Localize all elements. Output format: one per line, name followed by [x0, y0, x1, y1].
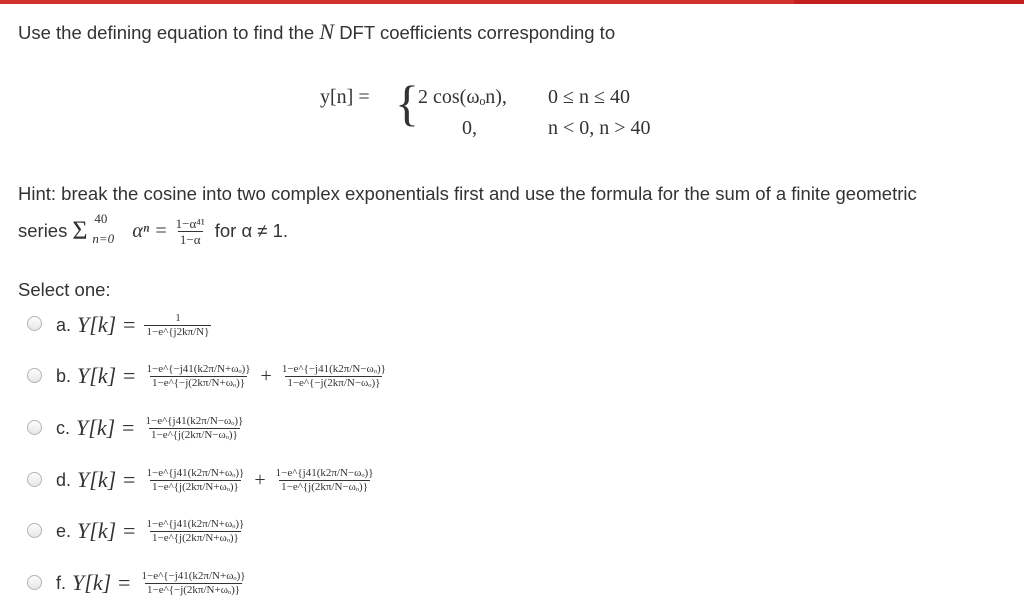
option-c-lhs: Y[k] = [76, 415, 136, 440]
option-e-radio[interactable] [27, 523, 42, 538]
option-d-lhs: Y[k] = [77, 467, 137, 492]
option-f-fraction [139, 571, 247, 596]
option-c-num: 1−e^{j41(k2π/N−ωₒ)} [145, 414, 244, 427]
hint-frac-num: 1−α⁴¹ [175, 215, 205, 231]
option-e-lhs: Y[k] = [77, 518, 137, 543]
option-b-fraction-2 [280, 364, 388, 389]
sum-symbol-group [72, 211, 130, 248]
option-f-radio[interactable] [27, 575, 42, 590]
sum-upper: 40 [94, 211, 108, 226]
option-d-den-1: 1−e^{j(2kπ/N+ωₒ)} [151, 480, 239, 493]
option-b-letter: b. [56, 365, 72, 386]
hint-line2 [18, 211, 289, 248]
option-c-fraction [143, 416, 245, 441]
equation-case1-expr: 2 cos(ωₒn), [418, 86, 507, 108]
sum-term: αⁿ = [132, 219, 168, 242]
option-b-radio[interactable] [27, 368, 42, 383]
option-b-lhs: Y[k] = [77, 363, 137, 388]
option-e-num: 1−e^{j41(k2π/N+ωₒ)} [146, 517, 245, 530]
option-d-num-1: 1−e^{j41(k2π/N+ωₒ)} [146, 466, 245, 479]
option-b-num-2: 1−e^{−j41(k2π/N−ωₒ)} [281, 362, 386, 375]
option-a-lhs: Y[k] = [77, 312, 137, 337]
option-b-den-2: 1−e^{−j(2kπ/N−ωₒ)} [287, 376, 381, 389]
sum-sigma: Σ [72, 216, 88, 245]
option-a-num: 1 [175, 311, 181, 324]
question-text [18, 19, 615, 45]
option-a-radio[interactable] [27, 316, 42, 331]
select-one-label: Select one: [18, 279, 111, 300]
option-c-radio[interactable] [27, 420, 42, 435]
option-c-den: 1−e^{j(2kπ/N−ωₒ)} [150, 428, 238, 441]
option-c-letter: c. [56, 417, 71, 438]
option-f[interactable] [56, 563, 248, 603]
option-c[interactable] [56, 408, 245, 448]
option-d-fraction-1 [144, 468, 246, 493]
option-e-fraction [144, 519, 246, 544]
hint-frac-den: 1−α [179, 231, 201, 247]
option-d-plus: + [254, 468, 266, 491]
option-b-num-1: 1−e^{−j41(k2π/N+ωₒ)} [146, 362, 251, 375]
equation-case2-cond: n < 0, n > 40 [548, 117, 651, 139]
option-b-fraction-1 [144, 364, 252, 389]
hint-series-label: series [18, 220, 68, 241]
equation-lhs: y[n] = [320, 86, 370, 108]
question-suffix: DFT coefficients corresponding to [339, 22, 616, 43]
option-e[interactable] [56, 511, 246, 551]
option-a-fraction [144, 313, 211, 338]
option-b[interactable] [56, 356, 388, 396]
equation-case1-cond: 0 ≤ n ≤ 40 [548, 86, 630, 108]
top-accent-bar-right [794, 0, 1024, 4]
equation-brace: { [395, 75, 419, 131]
option-d[interactable] [56, 460, 375, 500]
question-var: N [319, 19, 335, 44]
option-d-num-2: 1−e^{j41(k2π/N−ωₒ)} [275, 466, 374, 479]
question-prefix: Use the defining equation to find the [18, 22, 315, 43]
option-e-letter: e. [56, 520, 72, 541]
option-d-radio[interactable] [27, 472, 42, 487]
equation-case2-expr: 0, [462, 117, 477, 139]
option-f-num: 1−e^{−j41(k2π/N+ωₒ)} [141, 569, 246, 582]
option-d-fraction-2 [274, 468, 376, 493]
option-d-den-2: 1−e^{j(2kπ/N−ωₒ)} [281, 480, 368, 493]
top-accent-bar [0, 0, 1024, 4]
option-a-letter: a. [56, 314, 72, 335]
option-f-letter: f. [56, 572, 67, 593]
hint-fraction [174, 217, 207, 246]
sum-lower: n=0 [92, 231, 115, 246]
option-b-den-1: 1−e^{−j(2kπ/N+ωₒ)} [151, 376, 246, 389]
option-f-lhs: Y[k] = [72, 570, 132, 595]
option-b-plus: + [260, 364, 272, 387]
option-a[interactable] [56, 305, 211, 345]
option-d-letter: d. [56, 469, 72, 490]
option-e-den: 1−e^{j(2kπ/N+ωₒ)} [151, 531, 239, 544]
hint-line1: Hint: break the cosine into two complex exponentials first and use the formula for the sum of a finite geometric [18, 183, 917, 204]
hint-condition: for α ≠ 1. [214, 220, 289, 241]
option-a-den: 1−e^{j2kπ/N} [146, 325, 210, 338]
option-f-den: 1−e^{−j(2kπ/N+ωₒ)} [146, 583, 241, 596]
